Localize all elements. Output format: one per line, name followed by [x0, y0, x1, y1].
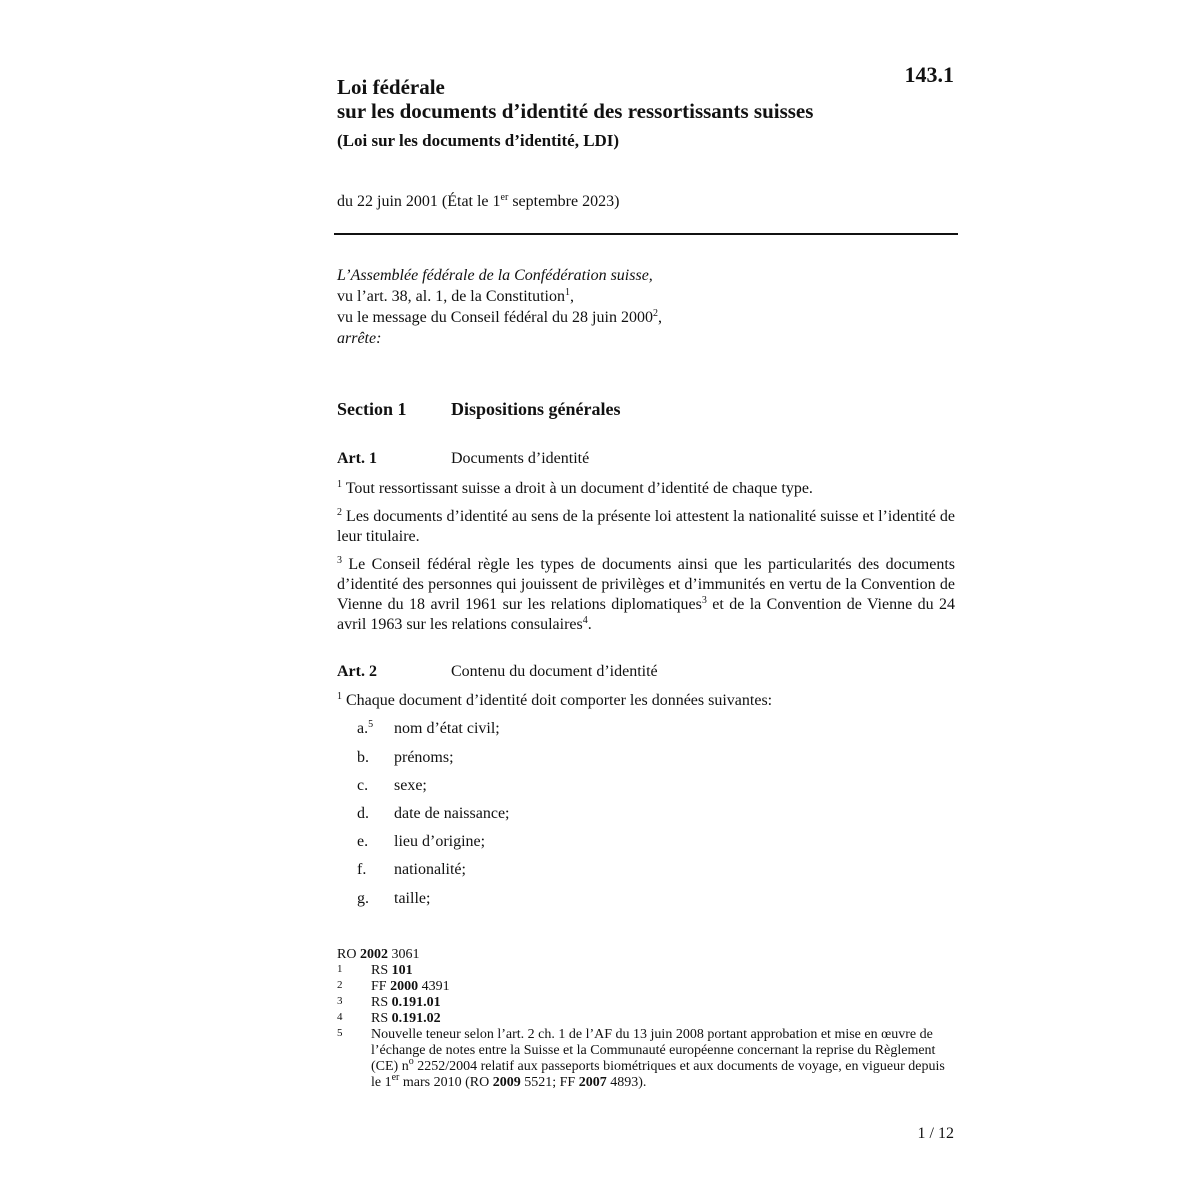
footnote-ref[interactable]: 5 [368, 719, 374, 730]
article-1-heading [337, 450, 589, 468]
preamble-decree: arrête: [337, 330, 382, 347]
preamble [337, 265, 957, 349]
law-number: 143.1 [904, 62, 954, 87]
article-title: Documents d’identité [451, 450, 590, 467]
footnote: 1 RS 101 [337, 963, 413, 978]
footnote: 2 FF 2000 4391 [337, 979, 450, 994]
footnote: 3 RS 0.191.01 [337, 995, 441, 1010]
article-1-paragraph-1: $^1$ Tout ressortissant suisse a droit à un document d’identité de chaque type. [337, 479, 813, 497]
title-line-1: Loi fédérale [337, 75, 445, 99]
footnote-ref[interactable]: 2 [652, 308, 658, 319]
official-compilation-ref: RO 2002 3061 [337, 947, 420, 962]
short-title: (Loi sur les documents d’identité, LDI) [337, 131, 620, 150]
article-title: Contenu du document d’identité [451, 663, 658, 680]
footnote: 5 Nouvelle teneur selon l’art. 2 ch. 1 de l’AF du 13 juin 2008 portant approbation et mise en œuvre de l’échange de notes entre la Suisse et la Communauté européenne concernant la reprise du Règlement (CE) $n^o$ 2252/2004 relatif aux passeports biométriques et aux documents de voyage, en vigueur depuis le 1er mars 2010 (RO 2009 5521; FF 2007 4893). [337, 1027, 945, 1090]
preamble-message: vu le message du Conseil fédéral du 28 juin 2000$^2$, [337, 308, 662, 326]
article-1-paragraph-2: $^2$ Les documents d’identité au sens de la présente loi attestent la nationalité suisse et l’identité de leur titulaire. [337, 507, 955, 545]
article-2-heading [337, 663, 658, 681]
title-line-2: sur les documents d’identité des ressortissants suisses [337, 99, 814, 123]
preamble-authority: L’Assemblée fédérale de la Confédération suisse, [337, 267, 653, 284]
section-heading [337, 399, 621, 420]
list-item: g. taille; [357, 890, 431, 907]
list-item: f. nationalité; [357, 861, 466, 878]
article-label: Art. 1 [337, 450, 377, 467]
footnote-ref[interactable]: 1 [564, 287, 570, 298]
list-item: b. prénoms; [357, 749, 454, 766]
footnote: 4 RS 0.191.02 [337, 1011, 441, 1026]
list-item: d. date de naissance; [357, 805, 510, 822]
section-title: Dispositions générales [451, 399, 621, 419]
footnotes [337, 946, 957, 1091]
law-date: du 22 juin 2001 (État le 1er septembre 2023) [337, 192, 620, 210]
list-item: c. sexe; [357, 777, 427, 794]
list-item: e. lieu d’origine; [357, 833, 486, 850]
page-number: 1 / 12 [917, 1125, 954, 1142]
article-1-paragraph-3: $^3$ Le Conseil fédéral règle les types de documents ainsi que les particularités des documents d’identité des personnes qui jouissent de privilèges et d’immunités en vertu de la Convention de Vienne du 18 avril 1961 sur les relations diplomatiques$^3$ et de la Convention de Vienne du 24 avril 1963 sur les relations consulaires$^4$. [337, 555, 955, 633]
preamble-basis: vu l’art. 38, al. 1, de la Constitution$^1$, [337, 287, 574, 305]
list-item: a.$^5$ nom d’état civil; [357, 719, 500, 737]
section-label: Section 1 [337, 399, 407, 419]
footnote-ref[interactable]: 3 [701, 595, 707, 606]
footnote-ref[interactable]: 4 [582, 615, 588, 626]
article-2-paragraph-1: $^1$ Chaque document d’identité doit comporter les données suivantes: [337, 691, 773, 709]
header-divider [334, 233, 958, 235]
article-label: Art. 2 [337, 663, 377, 680]
